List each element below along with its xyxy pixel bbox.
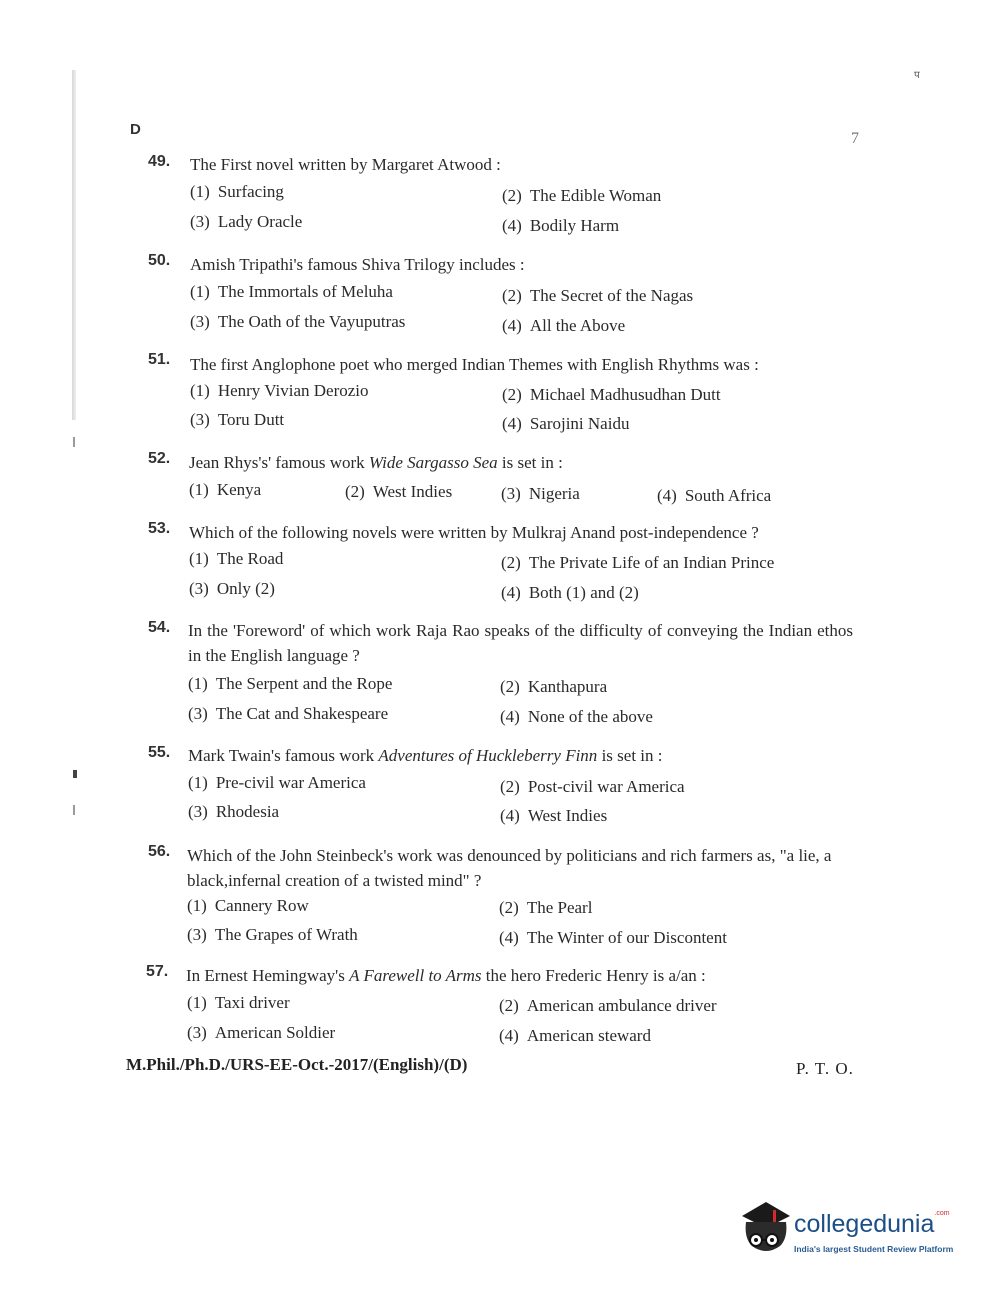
work-title: A Farewell to Arms bbox=[349, 966, 482, 985]
work-title: Adventures of Huckleberry Finn bbox=[378, 746, 598, 765]
option-text: Only (2) bbox=[216, 579, 275, 598]
option bbox=[190, 212, 302, 232]
question-text: The first Anglophone poet who merged Indian Themes with English Rhythms was : bbox=[190, 355, 759, 374]
option bbox=[502, 385, 721, 405]
logo-wordmark bbox=[794, 1210, 950, 1239]
question-text-part: Jean Rhys's' famous work bbox=[189, 453, 369, 472]
option bbox=[188, 773, 366, 793]
option-number: (2) bbox=[502, 286, 522, 305]
scan-mark bbox=[73, 770, 77, 778]
option-text: South Africa bbox=[684, 486, 772, 505]
option bbox=[188, 704, 388, 724]
option-text: The Private Life of an Indian Prince bbox=[528, 553, 775, 572]
option-text: Bodily Harm bbox=[529, 216, 620, 235]
scan-edge-shadow bbox=[72, 70, 76, 420]
option bbox=[188, 674, 392, 694]
option-text: Both (1) and (2) bbox=[528, 583, 639, 602]
question-text bbox=[188, 743, 858, 768]
question-number: 53. bbox=[148, 520, 171, 537]
scan-mark bbox=[73, 437, 75, 447]
option-text: Taxi driver bbox=[214, 993, 290, 1012]
option-text: The Oath of the Vayuputras bbox=[217, 312, 406, 331]
option-number: (2) bbox=[501, 553, 521, 572]
option-text: The Secret of the Nagas bbox=[529, 286, 694, 305]
question-number: 54. bbox=[148, 619, 171, 636]
option-text: Lady Oracle bbox=[217, 212, 303, 231]
option bbox=[501, 583, 639, 603]
option bbox=[187, 1023, 335, 1043]
option-number: (3) bbox=[189, 579, 209, 598]
option bbox=[501, 484, 580, 504]
option-number: (2) bbox=[502, 186, 522, 205]
question-text-part: is set in : bbox=[597, 746, 663, 765]
option bbox=[189, 549, 283, 569]
question-number: 49. bbox=[148, 153, 171, 170]
question-number: 50. bbox=[148, 252, 171, 269]
page-number: 7 bbox=[851, 130, 859, 147]
option bbox=[187, 896, 309, 916]
option bbox=[499, 996, 717, 1016]
option-text: Post-civil war America bbox=[527, 777, 685, 796]
option-number: (4) bbox=[499, 1026, 519, 1045]
option-text: The Serpent and the Rope bbox=[215, 674, 393, 693]
option bbox=[345, 482, 452, 502]
option-number: (2) bbox=[500, 677, 520, 696]
option-text: Sarojini Naidu bbox=[529, 414, 630, 433]
option-text: The Pearl bbox=[526, 898, 593, 917]
option bbox=[190, 182, 284, 202]
option-number: (4) bbox=[502, 414, 522, 433]
option-number: (2) bbox=[499, 898, 519, 917]
option bbox=[190, 312, 405, 332]
question-set-label: D bbox=[130, 121, 141, 138]
collegedunia-logo[interactable] bbox=[736, 1196, 966, 1266]
option bbox=[502, 216, 619, 236]
option-number: (3) bbox=[188, 704, 208, 723]
option-text: Michael Madhusudhan Dutt bbox=[529, 385, 721, 404]
option-text: The Cat and Shakespeare bbox=[215, 704, 389, 723]
option-text: American ambulance driver bbox=[526, 996, 717, 1015]
option bbox=[187, 993, 290, 1013]
question-text: In the 'Foreword' of which work Raja Rao speaks of the difficulty of conveying the Indian ethos in the English language ? bbox=[188, 621, 853, 665]
question-text bbox=[189, 450, 859, 475]
option-text: Toru Dutt bbox=[217, 410, 285, 429]
option-number: (3) bbox=[190, 410, 210, 429]
option-text: Rhodesia bbox=[215, 802, 280, 821]
option bbox=[502, 186, 661, 206]
option-number: (2) bbox=[500, 777, 520, 796]
option bbox=[190, 410, 284, 430]
option-text: All the Above bbox=[529, 316, 626, 335]
option bbox=[187, 925, 358, 945]
question-text: Which of the following novels were written by Mulkraj Anand post-independence ? bbox=[189, 523, 759, 542]
option-number: (4) bbox=[499, 928, 519, 947]
option-text: American Soldier bbox=[214, 1023, 336, 1042]
option-text: The Grapes of Wrath bbox=[214, 925, 358, 944]
option-number: (2) bbox=[345, 482, 365, 501]
question-text bbox=[186, 963, 856, 988]
option bbox=[500, 677, 607, 697]
option-number: (1) bbox=[187, 896, 207, 915]
option-text: West Indies bbox=[372, 482, 453, 501]
option bbox=[499, 1026, 651, 1046]
option-text: Cannery Row bbox=[214, 896, 309, 915]
option bbox=[500, 777, 685, 797]
question-text: Amish Tripathi's famous Shiva Trilogy includes : bbox=[190, 255, 525, 274]
option-number: (4) bbox=[501, 583, 521, 602]
question-number: 56. bbox=[148, 843, 171, 860]
option-number: (3) bbox=[187, 925, 207, 944]
option-text: The Winter of our Discontent bbox=[526, 928, 727, 947]
option-text: West Indies bbox=[527, 806, 608, 825]
option-number: (2) bbox=[499, 996, 519, 1015]
option-text: Kanthapura bbox=[527, 677, 608, 696]
option-text: Henry Vivian Derozio bbox=[217, 381, 369, 400]
option bbox=[190, 381, 369, 401]
option bbox=[502, 316, 625, 336]
option-text: Pre-civil war America bbox=[215, 773, 366, 792]
option-number: (1) bbox=[190, 381, 210, 400]
option-number: (4) bbox=[502, 316, 522, 335]
option-number: (3) bbox=[187, 1023, 207, 1042]
question-number: 52. bbox=[148, 450, 171, 467]
question-number: 51. bbox=[148, 351, 171, 368]
question-number: 55. bbox=[148, 744, 171, 761]
option-text: The Immortals of Meluha bbox=[217, 282, 393, 301]
question-text: Which of the John Steinbeck's work was denounced by politicians and rich farmers as, "a lie, a black,infernal creation of a twisted mind" ? bbox=[187, 846, 832, 890]
option-text: The Road bbox=[216, 549, 284, 568]
option-text: Kenya bbox=[216, 480, 262, 499]
option bbox=[502, 286, 693, 306]
option-text: None of the above bbox=[527, 707, 653, 726]
question-text-part: Mark Twain's famous work bbox=[188, 746, 379, 765]
question-text-part: is set in : bbox=[497, 453, 563, 472]
paper-code: M.Phil./Ph.D./URS-EE-Oct.-2017/(English)/(D) bbox=[126, 1055, 468, 1074]
option-number: (2) bbox=[502, 385, 522, 404]
option-text: Surfacing bbox=[217, 182, 284, 201]
option bbox=[657, 486, 771, 506]
logo-suffix: .com bbox=[934, 1210, 950, 1217]
option-text: American steward bbox=[526, 1026, 651, 1045]
scan-mark bbox=[73, 805, 75, 815]
option-number: (3) bbox=[190, 212, 210, 231]
option-number: (1) bbox=[188, 674, 208, 693]
option bbox=[190, 282, 393, 302]
option-number: (1) bbox=[190, 182, 210, 201]
option bbox=[500, 707, 653, 727]
option bbox=[189, 480, 261, 500]
question-text-part: In Ernest Hemingway's bbox=[186, 966, 350, 985]
option-number: (1) bbox=[189, 480, 209, 499]
question-number: 57. bbox=[146, 963, 169, 980]
option-number: (1) bbox=[190, 282, 210, 301]
pto-label: P. T. O. bbox=[796, 1059, 854, 1078]
option bbox=[500, 806, 607, 826]
option bbox=[501, 553, 774, 573]
mascot-icon bbox=[736, 1196, 796, 1266]
option bbox=[189, 579, 275, 599]
option-number: (4) bbox=[500, 806, 520, 825]
option-number: (4) bbox=[502, 216, 522, 235]
option-number: (1) bbox=[187, 993, 207, 1012]
option-number: (1) bbox=[189, 549, 209, 568]
work-title: Wide Sargasso Sea bbox=[368, 453, 498, 472]
option-number: (3) bbox=[188, 802, 208, 821]
option bbox=[499, 928, 727, 948]
logo-tagline: India's largest Student Review Platform bbox=[794, 1244, 954, 1254]
option-number: (4) bbox=[657, 486, 677, 505]
option-text: The Edible Woman bbox=[529, 186, 662, 205]
option bbox=[502, 414, 629, 434]
option-number: (1) bbox=[188, 773, 208, 792]
logo-name: collegedunia bbox=[794, 1210, 935, 1238]
question-text-part: the hero Frederic Henry is a/an : bbox=[481, 966, 706, 985]
option bbox=[499, 898, 592, 918]
option bbox=[188, 802, 279, 822]
option-number: (3) bbox=[501, 484, 521, 503]
option-number: (4) bbox=[500, 707, 520, 726]
question-text: The First novel written by Margaret Atwood : bbox=[190, 155, 501, 174]
option-number: (3) bbox=[190, 312, 210, 331]
corner-mark: प bbox=[914, 70, 920, 81]
option-text: Nigeria bbox=[528, 484, 580, 503]
